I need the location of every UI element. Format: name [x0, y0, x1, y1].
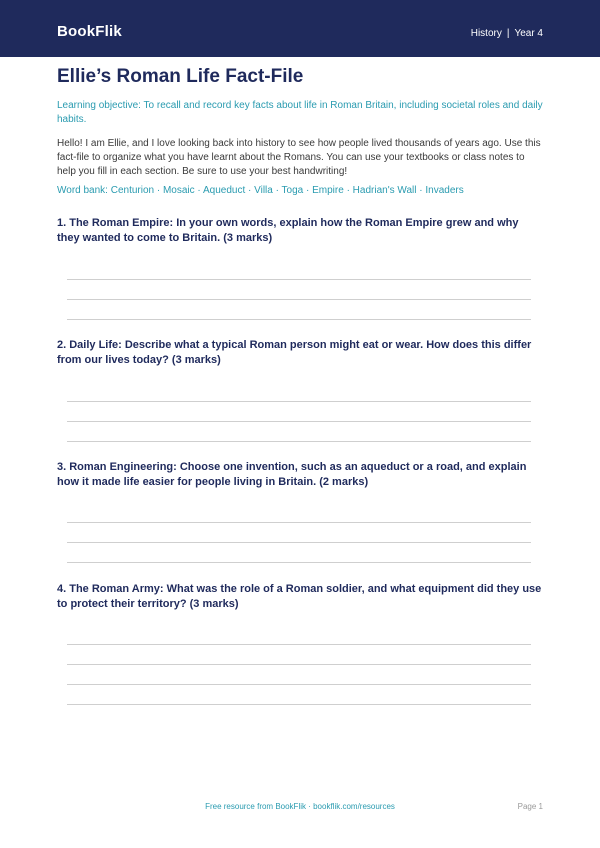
- brand-logo: BookFlik: [57, 23, 122, 40]
- answer-line[interactable]: [67, 704, 531, 705]
- answer-line[interactable]: [67, 441, 531, 442]
- separator: |: [506, 28, 510, 39]
- header-bar: [0, 0, 600, 57]
- answer-line[interactable]: [67, 542, 531, 543]
- subject-label: History: [470, 28, 502, 39]
- answer-line[interactable]: [67, 421, 531, 422]
- answer-line[interactable]: [67, 279, 531, 280]
- question-3: 3. Roman Engineering: Choose one invention, such as an aqueduct or a road, and explain how it made life easier for people living in Britain. (2 marks): [57, 461, 527, 488]
- page-title: Ellie’s Roman Life Fact-File: [57, 66, 304, 87]
- question-4: 4. The Roman Army: What was the role of a Roman soldier, and what equipment did they use to protect their territory? (3 marks): [57, 583, 542, 610]
- learning-objective: Learning objective: To recall and record key facts about life in Roman Britain, including societal roles and daily habits.: [57, 100, 543, 125]
- year-label: Year 4: [514, 28, 543, 39]
- answer-line[interactable]: [67, 522, 531, 523]
- intro-paragraph: Hello! I am Ellie, and I love looking back into history to see how people lived thousands of years ago. Use this fact-file to organize what you have learnt about the Romans. You can use your textbooks or class notes to help you fill in each section. Be sure to use your best handwriting!: [57, 138, 541, 177]
- answer-line[interactable]: [67, 664, 531, 665]
- subject-year-label: [471, 28, 543, 39]
- word-bank: Word bank: Centurion · Mosaic · Aqueduct · Villa · Toga · Empire · Hadrian's Wall · Invaders: [57, 185, 464, 196]
- answer-line[interactable]: [67, 644, 531, 645]
- answer-line[interactable]: [67, 562, 531, 563]
- page-number: Page 1: [517, 802, 543, 811]
- question-2: 2. Daily Life: Describe what a typical Roman person might eat or wear. How does this differ from our lives today? (3 marks): [57, 339, 532, 366]
- answer-line[interactable]: [67, 401, 531, 402]
- footer-credit[interactable]: Free resource from BookFlik · bookflik.com/resources: [205, 802, 395, 811]
- answer-line[interactable]: [67, 319, 531, 320]
- answer-line[interactable]: [67, 299, 531, 300]
- answer-line[interactable]: [67, 684, 531, 685]
- question-1: 1. The Roman Empire: In your own words, explain how the Roman Empire grew and why they wanted to come to Britain. (3 marks): [57, 217, 519, 244]
